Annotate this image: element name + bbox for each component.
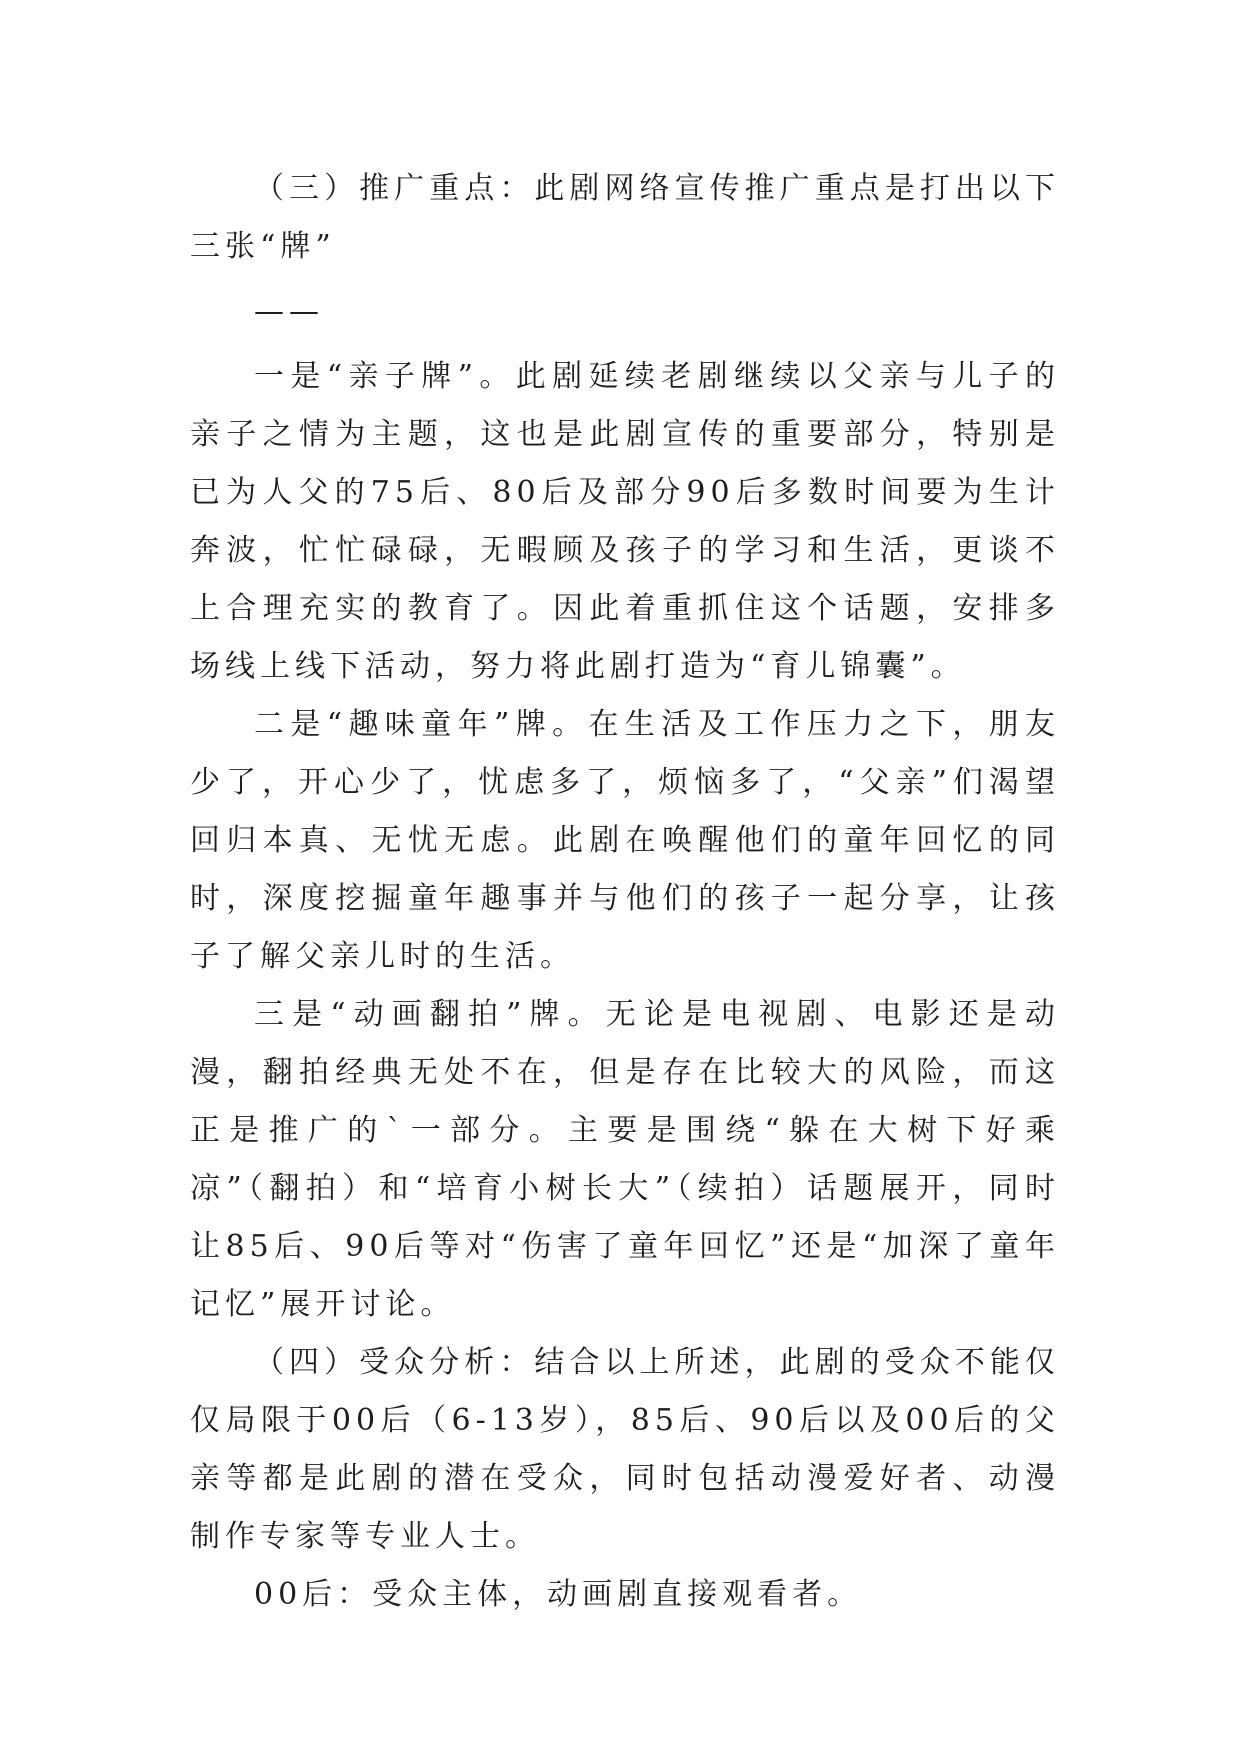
document-body <box>190 160 1060 1624</box>
paragraph-promotion-focus: （三）推广重点：此剧网络宣传推广重点是打出以下三张“牌” <box>190 171 1060 264</box>
paragraph-00s-audience: 00后：受众主体，动画剧直接观看者。 <box>254 1577 863 1612</box>
paragraph-audience-analysis: （四）受众分析：结合以上所述，此剧的受众不能仅仅局限于00后（6-13岁），85后、90后以及00后的父亲等都是此剧的潜在受众，同时包括动漫爱好者、动漫制作专家等专业人士。 <box>190 1345 1060 1554</box>
paragraph-fun-childhood-card: 二是“趣味童年”牌。在生活及工作压力之下，朋友少了，开心少了，忧虑多了，烦恼多了，“父亲”们渴望回归本真、无忧无虑。此剧在唤醒他们的童年回忆的同时，深度挖掘童年趣事并与他们的孩子一起分享，让孩子了解父亲儿时的生活。 <box>190 707 1060 974</box>
paragraph-parent-child-card: 一是“亲子牌”。此剧延续老剧继续以父亲与儿子的亲子之情为主题，这也是此剧宣传的重要部分，特别是已为人父的75后、80后及部分90后多数时间要为生计奔波，忙忙碌碌，无暇顾及孩子的学习和生活，更谈不上合理充实的教育了。因此着重抓住这个话题，安排多场线上线下活动，努力将此剧打造为“育儿锦囊”。 <box>190 359 1060 684</box>
paragraph-dash: —— <box>254 294 324 329</box>
paragraph-animation-remake-card: 三是“动画翻拍”牌。无论是电视剧、电影还是动漫，翻拍经典无处不在，但是存在比较大的风险，而这正是推广的`一部分。主要是围绕“躲在大树下好乘凉”（翻拍）和“培育小树长大”（续拍）话题展开，同时让85后、90后等对“伤害了童年回忆”还是“加深了童年记忆”展开讨论。 <box>190 997 1060 1322</box>
